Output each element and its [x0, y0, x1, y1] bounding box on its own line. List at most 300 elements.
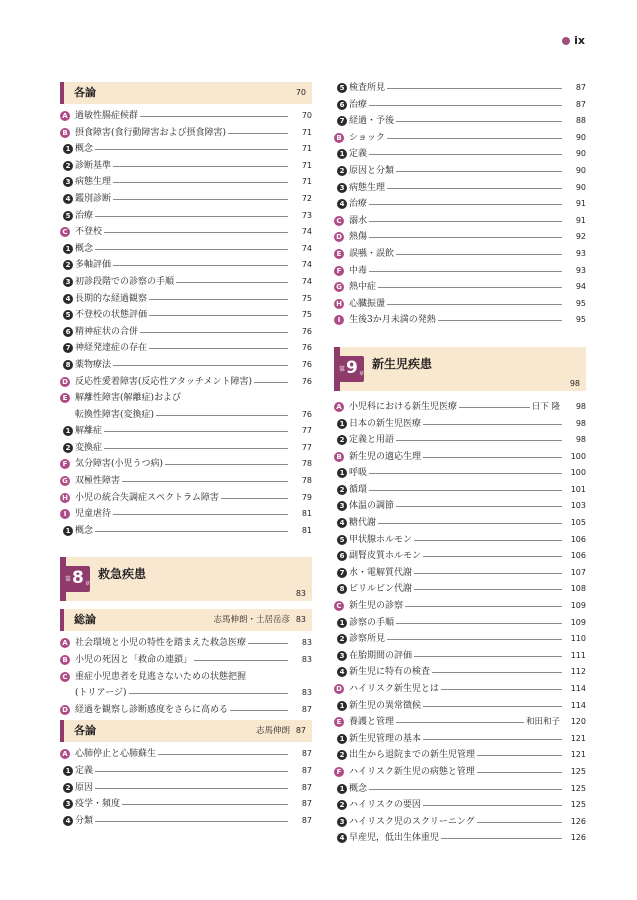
toc-entry[interactable]: [60, 158, 312, 175]
section-author: 志馬伸朗・土居岳彦: [213, 615, 290, 626]
toc-entry[interactable]: [334, 449, 586, 466]
dot-leader: [113, 514, 288, 515]
toc-entry[interactable]: [60, 407, 312, 424]
toc-entry[interactable]: [60, 746, 312, 763]
entry-label: 検査所見: [349, 83, 386, 93]
toc-entry[interactable]: [334, 698, 586, 715]
entry-page: 76: [301, 359, 312, 369]
dot-leader: [113, 199, 288, 200]
dot-leader: [230, 710, 288, 711]
dot-leader: [396, 506, 562, 507]
dot-leader: [414, 540, 562, 541]
entry-page: 87: [301, 799, 312, 809]
entry-page: 76: [301, 343, 312, 353]
section-title: 各論: [74, 724, 96, 738]
entry-label: 不登校の状態評価: [75, 310, 148, 321]
entry-marker: D: [334, 684, 344, 694]
dot-leader: [113, 265, 288, 266]
toc-entry[interactable]: [334, 113, 586, 130]
entry-page: 111: [570, 650, 586, 660]
entry-label: 熱傷: [349, 232, 368, 243]
entry-page: 126: [570, 816, 586, 826]
entry-label: 分類: [75, 815, 94, 826]
toc-entry[interactable]: [334, 581, 586, 598]
dot-leader: [369, 789, 562, 790]
entry-label: 病態生理: [349, 182, 386, 193]
toc-entry[interactable]: [60, 324, 312, 341]
entry-marker: 2: [337, 166, 347, 176]
entry-marker: F: [334, 767, 344, 777]
entry-label: 溺水: [349, 215, 368, 226]
entry-page: 112: [570, 667, 586, 677]
dot-leader: [104, 431, 288, 432]
entry-page: 90: [575, 149, 586, 159]
entry-page: 75: [301, 293, 312, 303]
dot-leader: [149, 348, 288, 349]
entry-page: 109: [570, 617, 586, 627]
toc-entry[interactable]: [334, 548, 586, 565]
toc-entry[interactable]: [334, 229, 586, 246]
toc-entry[interactable]: [60, 685, 312, 702]
dot-leader: [369, 204, 562, 205]
toc-entry[interactable]: [334, 814, 586, 831]
dot-leader: [423, 805, 562, 806]
entry-label: 定義: [349, 149, 368, 160]
section-header: [60, 720, 312, 742]
entry-marker: A: [60, 749, 70, 759]
entry-label: 診断基準: [75, 160, 112, 171]
toc-entry[interactable]: [60, 523, 312, 540]
entry-label: 反応性愛着障害(反応性アタッチメント障害): [75, 376, 253, 387]
entry-marker: 1: [63, 526, 73, 536]
dot-leader: [378, 523, 562, 524]
entry-marker: 2: [63, 443, 73, 453]
toc-entry[interactable]: [60, 174, 312, 191]
dot-leader: [149, 299, 288, 300]
dot-leader: [423, 739, 562, 740]
entry-page: 105: [570, 518, 586, 528]
entry-label: 水・電解質代謝: [349, 567, 413, 578]
entry-page: 109: [570, 601, 586, 611]
toc-entry[interactable]: [334, 565, 586, 582]
entry-label: 循環: [349, 484, 368, 495]
entry-marker: 1: [337, 419, 347, 429]
toc-entry[interactable]: [334, 213, 586, 230]
dot-leader: [113, 166, 288, 167]
toc-entry[interactable]: [60, 125, 312, 142]
entry-page: 76: [301, 326, 312, 336]
entry-label: 養護と管理: [349, 717, 395, 728]
entry-page: 81: [301, 525, 312, 535]
entry-page: 92: [575, 232, 586, 242]
entry-marker: 7: [337, 116, 347, 126]
entry-page: 90: [575, 182, 586, 192]
entry-marker: 7: [337, 568, 347, 578]
toc-column-right: [334, 80, 586, 847]
entry-marker: B: [334, 452, 344, 462]
toc-entry[interactable]: [60, 374, 312, 391]
entry-page: 95: [575, 298, 586, 308]
entry-label: 摂食障害(食行動障害および摂食障害): [75, 127, 227, 138]
dot-leader: [104, 448, 288, 449]
entry-marker: 5: [63, 211, 73, 221]
dot-leader: [396, 623, 562, 624]
toc-entry[interactable]: [60, 456, 312, 473]
dot-leader: [414, 573, 562, 574]
dot-leader: [95, 249, 288, 250]
entry-page: 91: [575, 199, 586, 209]
dot-leader: [95, 149, 288, 150]
dot-leader: [95, 531, 288, 532]
toc-entry[interactable]: [60, 191, 312, 208]
entry-page: 88: [575, 116, 586, 126]
entry-marker: 3: [337, 183, 347, 193]
entry-marker: 5: [337, 535, 347, 545]
entry-page: 114: [570, 700, 586, 710]
toc-entry[interactable]: [60, 224, 312, 241]
entry-page: 71: [301, 160, 312, 170]
toc-entry[interactable]: [334, 312, 586, 329]
chapter-number-badge: [64, 566, 90, 592]
toc-entry[interactable]: [334, 196, 586, 213]
dot-leader: [369, 237, 562, 238]
entry-page: 106: [570, 551, 586, 561]
entry-marker: I: [334, 315, 344, 325]
entry-label: 日本の新生児医療: [349, 418, 422, 429]
dot-leader: [122, 804, 288, 805]
dot-leader: [414, 589, 562, 590]
entry-page: 87: [575, 83, 586, 92]
chapter-number: 9: [346, 357, 358, 378]
section-title: 総論: [74, 613, 96, 627]
toc-entry[interactable]: [334, 465, 586, 482]
dot-leader: [396, 254, 562, 255]
toc-entry[interactable]: [60, 390, 312, 407]
dot-leader: [228, 133, 288, 134]
chapter-suffix: 章: [84, 581, 90, 588]
toc-entry[interactable]: [334, 598, 586, 615]
entry-label: 新生児の異常徴候: [349, 700, 422, 711]
entry-page: 74: [301, 227, 312, 237]
entry-page: 126: [570, 833, 586, 843]
toc-entry[interactable]: [334, 764, 586, 781]
toc-entry[interactable]: [334, 830, 586, 847]
entry-marker: 4: [337, 833, 347, 843]
dot-leader: [369, 271, 562, 272]
entry-marker: B: [334, 133, 344, 143]
dot-leader: [369, 154, 562, 155]
entry-page: 121: [570, 733, 586, 743]
section-title: 各論: [74, 86, 96, 99]
entry-marker: 2: [337, 435, 347, 445]
entry-marker: C: [60, 227, 70, 237]
entry-marker: 3: [63, 177, 73, 187]
entry-page: 120: [570, 717, 586, 727]
section-page: 83: [295, 615, 306, 625]
section-author: 志馬伸朗: [255, 726, 290, 737]
entry-label: 副腎皮質ホルモン: [349, 551, 422, 562]
toc-entry[interactable]: [334, 631, 586, 648]
entry-marker: 8: [337, 584, 347, 594]
entry-marker: 1: [337, 701, 347, 711]
entry-page: 87: [301, 766, 312, 775]
dot-leader: [477, 822, 562, 823]
entry-label: 概念: [75, 525, 94, 536]
entry-page: 71: [301, 144, 312, 154]
dot-leader: [423, 556, 562, 557]
entry-label: 概念: [349, 783, 368, 794]
toc-entry[interactable]: [60, 652, 312, 669]
entry-marker: F: [60, 459, 70, 469]
toc-entry[interactable]: [60, 141, 312, 158]
entry-marker: 3: [63, 799, 73, 809]
dot-leader: [156, 415, 288, 416]
toc-entry[interactable]: [334, 146, 586, 163]
toc-entry[interactable]: [60, 796, 312, 813]
toc-entry[interactable]: [60, 274, 312, 291]
dot-leader: [378, 287, 562, 288]
entry-label: (トリアージ): [75, 688, 127, 699]
dot-leader: [113, 182, 288, 183]
chapter-page: 98: [569, 378, 580, 388]
dot-leader: [405, 606, 562, 607]
toc-entry[interactable]: [60, 702, 312, 719]
toc-entry[interactable]: [334, 246, 586, 263]
toc-entry[interactable]: [334, 648, 586, 665]
toc-entry[interactable]: [334, 731, 586, 748]
entry-marker: 1: [337, 468, 347, 478]
entry-label: 過敏性腸症候群: [75, 111, 139, 121]
toc-entry[interactable]: [334, 498, 586, 515]
entry-page: 74: [301, 243, 312, 253]
dot-leader: [414, 656, 562, 657]
entry-label: ショック: [349, 132, 385, 143]
dot-leader: [387, 639, 562, 640]
entry-marker: 4: [337, 518, 347, 528]
entry-label: 双極性障害: [75, 476, 121, 487]
entry-label: 心肺停止と心肺蘇生: [75, 749, 157, 760]
entry-marker: I: [60, 509, 70, 519]
entry-label: 治療: [75, 210, 94, 221]
toc-entry[interactable]: [334, 163, 586, 180]
entry-marker: F: [334, 266, 344, 276]
toc-entry[interactable]: [334, 781, 586, 798]
toc-entry[interactable]: [334, 296, 586, 313]
toc-entry[interactable]: [60, 357, 312, 374]
toc-entry[interactable]: [60, 423, 312, 440]
dot-leader: [369, 221, 562, 222]
entry-page: 81: [301, 509, 312, 519]
toc-entry[interactable]: [60, 440, 312, 457]
entry-label: 原因と分類: [349, 165, 395, 176]
dot-leader: [254, 382, 288, 383]
entry-page: 83: [301, 688, 312, 698]
entry-page: 76: [301, 409, 312, 419]
toc-entry[interactable]: [334, 180, 586, 197]
toc-entry[interactable]: [60, 257, 312, 274]
toc-entry[interactable]: [60, 291, 312, 308]
entry-page: 79: [301, 492, 312, 502]
entry-label: 治療: [349, 199, 368, 210]
dot-leader: [387, 138, 562, 139]
chapter-number-badge: [338, 356, 364, 382]
entry-label: 定義: [75, 766, 94, 776]
entry-marker: 2: [63, 161, 73, 171]
entry-marker: D: [60, 377, 70, 387]
entry-label: 心臓振盪: [349, 298, 386, 309]
entry-marker: 1: [63, 426, 73, 436]
entry-marker: A: [60, 111, 70, 121]
toc-entry[interactable]: [60, 241, 312, 258]
toc-entry[interactable]: [334, 279, 586, 296]
chapter-header: [60, 557, 312, 601]
toc-entry[interactable]: [334, 432, 586, 449]
entry-page: 74: [301, 260, 312, 270]
dot-leader: [95, 788, 288, 789]
entry-marker: 5: [337, 83, 347, 93]
entry-label: 概念: [75, 144, 94, 155]
dot-leader: [140, 332, 288, 333]
entry-page: 125: [570, 783, 586, 793]
toc-entry[interactable]: [60, 780, 312, 797]
dot-leader: [129, 693, 288, 694]
entry-page: 77: [301, 442, 312, 452]
toc-entry[interactable]: [334, 130, 586, 147]
entry-marker: 2: [337, 485, 347, 495]
entry-label: 糖代謝: [349, 518, 377, 529]
toc-entry[interactable]: [334, 482, 586, 499]
entry-marker: 1: [337, 734, 347, 744]
entry-label: 不登校: [75, 227, 103, 238]
toc-entry[interactable]: [60, 669, 312, 686]
chapter-suffix: 章: [358, 370, 364, 377]
toc-entry[interactable]: [60, 307, 312, 324]
entry-marker: 4: [63, 294, 73, 304]
entry-label: ビリルビン代謝: [349, 584, 413, 595]
entry-marker: B: [60, 655, 70, 665]
dot-leader: [369, 473, 562, 474]
entry-label: 概念: [75, 243, 94, 254]
entry-marker: 1: [337, 149, 347, 159]
dot-leader: [441, 689, 562, 690]
dot-leader: [369, 490, 562, 491]
toc-entry[interactable]: [60, 506, 312, 523]
toc-entry[interactable]: [334, 416, 586, 433]
entry-marker: 2: [63, 260, 73, 270]
entry-page: 87: [301, 704, 312, 714]
entry-page: 91: [575, 215, 586, 225]
entry-label: 甲状腺ホルモン: [349, 534, 413, 545]
toc-column-left: [60, 80, 312, 829]
dot-leader: [396, 121, 562, 122]
dot-leader: [369, 105, 562, 106]
entry-marker: 8: [63, 360, 73, 370]
dot-leader: [113, 365, 288, 366]
entry-marker: 4: [337, 199, 347, 209]
entry-page: 71: [301, 127, 312, 137]
dot-leader: [423, 424, 562, 425]
entry-page: 101: [570, 484, 586, 494]
entry-page: 70: [301, 111, 312, 120]
toc-entry[interactable]: [60, 340, 312, 357]
entry-label: 新生児の診察: [349, 601, 404, 612]
toc-entry[interactable]: [334, 797, 586, 814]
toc-entry[interactable]: [334, 681, 586, 698]
entry-label: 鑑別診断: [75, 193, 112, 204]
entry-marker: 2: [337, 750, 347, 760]
entry-label: 経過を観察し診断感度をさらに高める: [75, 704, 229, 715]
dot-leader: [441, 838, 562, 839]
entry-marker: 4: [63, 816, 73, 826]
dot-leader: [438, 320, 562, 321]
toc-entry[interactable]: [334, 399, 586, 416]
chapter-number: 8: [72, 568, 84, 589]
entry-page: 94: [575, 282, 586, 292]
entry-page: 78: [301, 476, 312, 486]
toc-entry[interactable]: [334, 97, 586, 114]
toc-entry[interactable]: [334, 80, 586, 97]
entry-marker: A: [60, 638, 70, 648]
entry-label: 神経発達症の存在: [75, 343, 148, 354]
dot-leader: [387, 88, 562, 89]
entry-page: 98: [575, 418, 586, 428]
toc-entry[interactable]: [60, 108, 312, 125]
dot-leader: [423, 457, 562, 458]
dot-leader: [477, 755, 562, 756]
entry-label: 長期的な経過観察: [75, 293, 148, 304]
dot-leader: [396, 171, 562, 172]
entry-marker: 1: [337, 618, 347, 628]
entry-label: 経過・予後: [349, 116, 395, 127]
entry-label: 定義と用語: [349, 435, 395, 446]
entry-label: 病態生理: [75, 177, 112, 188]
entry-label: 多軸評価: [75, 260, 112, 271]
chapter-header: [334, 347, 586, 391]
entry-label: 解離症: [75, 426, 103, 437]
entry-label: 出生から退院までの新生児管理: [349, 750, 476, 761]
entry-marker: 2: [337, 634, 347, 644]
toc-entry[interactable]: [60, 473, 312, 490]
entry-marker: C: [334, 216, 344, 226]
entry-page: 83: [301, 638, 312, 648]
toc-entry[interactable]: [60, 208, 312, 225]
entry-page: 83: [301, 655, 312, 665]
toc-entry[interactable]: [334, 714, 586, 731]
toc-entry[interactable]: [60, 813, 312, 830]
toc-entry[interactable]: [334, 664, 586, 681]
dot-leader: [423, 706, 562, 707]
entry-label: 変換症: [75, 442, 103, 453]
page-marker-dot-icon: [562, 37, 570, 45]
entry-marker: 2: [337, 800, 347, 810]
entry-marker: 3: [63, 277, 73, 287]
toc-entry[interactable]: [334, 747, 586, 764]
entry-label: 解離性障害(解離症)および: [75, 393, 182, 404]
toc-entry[interactable]: [334, 263, 586, 280]
entry-page: 106: [570, 534, 586, 544]
toc-entry[interactable]: [60, 763, 312, 780]
dot-leader: [396, 440, 562, 441]
toc-entry[interactable]: [334, 532, 586, 549]
entry-marker: C: [60, 672, 70, 682]
toc-entry[interactable]: [334, 615, 586, 632]
entry-marker: H: [60, 493, 70, 503]
toc-entry[interactable]: [60, 490, 312, 507]
toc-entry[interactable]: [60, 635, 312, 652]
toc-entry[interactable]: [334, 515, 586, 532]
dot-leader: [165, 464, 288, 465]
entry-label: 体温の調節: [349, 501, 395, 512]
